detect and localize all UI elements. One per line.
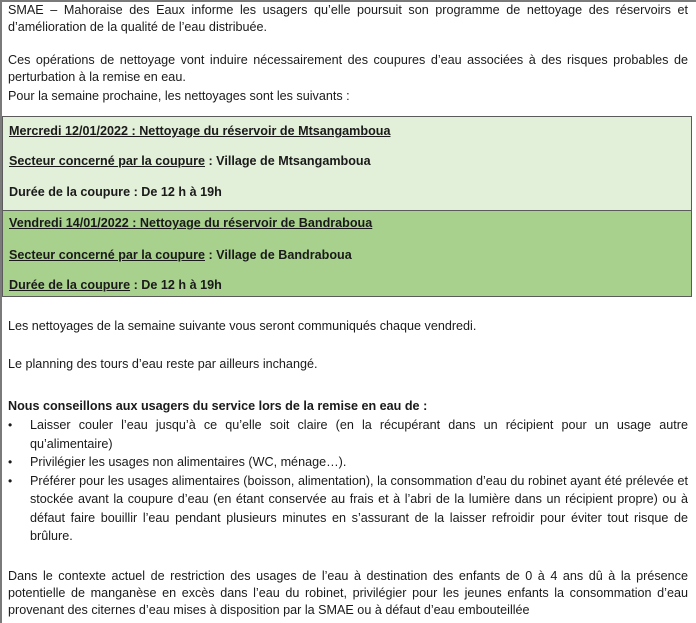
schedule-sector (9, 153, 371, 170)
advice-list (8, 416, 688, 546)
schedule-date-title: Vendredi 14/01/2022 : Nettoyage du réservoir de Bandraboua (9, 216, 373, 230)
list-item: • Laisser couler l’eau jusqu’à ce qu’elle soit claire (en la récupérant dans un récipient pour un usage autre qu’alimentaire) (8, 418, 688, 451)
context-paragraph: Dans le contexte actuel de restriction des usages de l’eau à destination des enfants de 0 à 4 ans dû à la présence potentielle de manganèse en excès dans l’eau du robinet, privilégier pour les jeunes enfants la consommation d’eau provenant des citernes d’eau mises à disposition par la SMAE ou à défaut d’eau embouteillée (8, 569, 688, 617)
duration-label: Durée de la coupure (9, 185, 131, 199)
sector-label: Secteur concerné par la coupure (9, 154, 205, 168)
duration-value: : De 12 h à 19h (130, 278, 222, 292)
schedule-date-title: Mercredi 12/01/2022 : Nettoyage du réservoir de Mtsangamboua (9, 124, 391, 138)
schedule-block-bandraboua (2, 210, 692, 297)
schedule-sector (9, 247, 352, 264)
bullet-icon: • (8, 455, 13, 469)
sector-value: : Village de Bandraboua (204, 248, 352, 262)
advice-heading: Nous conseillons aux usagers du service lors de la remise en eau de : (8, 399, 428, 413)
planning-note: Le planning des tours d’eau reste par ailleurs inchangé. (8, 357, 318, 371)
schedule-intro: Pour la semaine prochaine, les nettoyages sont les suivants : (8, 89, 350, 103)
bullet-icon: • (8, 418, 13, 432)
sector-label: Secteur concerné par la coupure (9, 248, 205, 262)
next-week-note: Les nettoyages de la semaine suivante vous seront communiqués chaque vendredi. (8, 319, 477, 333)
page-frame-left (0, 0, 2, 623)
list-item: • Préférer pour les usages alimentaires (boisson, alimentation), la consommation d’eau du robinet ayant été prélevée et stockée avant la coupure d’eau (en étant conservée au frais et à l’abri de la lumière dans un récipient propre) ou à défaut faire bouillir l’eau pendant plusieurs minutes en s’assurant de la laisser refroidir pour éviter tout risque de brûlure. (8, 473, 688, 543)
intro-paragraph: SMAE – Mahoraise des Eaux informe les usagers qu’elle poursuit son programme de nettoyage des réservoirs et d’amélioration de la qualité de l’eau distribuée. (8, 3, 688, 34)
schedule-duration (9, 277, 222, 294)
list-item: • Privilégier les usages non alimentaires (WC, ménage…). (8, 453, 688, 472)
sector-value: : Village de Mtsangamboua (204, 154, 371, 168)
bullet-icon: • (8, 473, 13, 488)
duration-value: : De 12 h à 19h (130, 185, 222, 199)
disruption-paragraph: Ces opérations de nettoyage vont induire nécessairement des coupures d’eau associées à des risques probables de perturbation à la remise en eau. (8, 53, 688, 84)
duration-label: Durée de la coupure (9, 278, 131, 292)
schedule-duration (9, 184, 222, 201)
schedule-block-mtsangamboua (2, 116, 692, 211)
